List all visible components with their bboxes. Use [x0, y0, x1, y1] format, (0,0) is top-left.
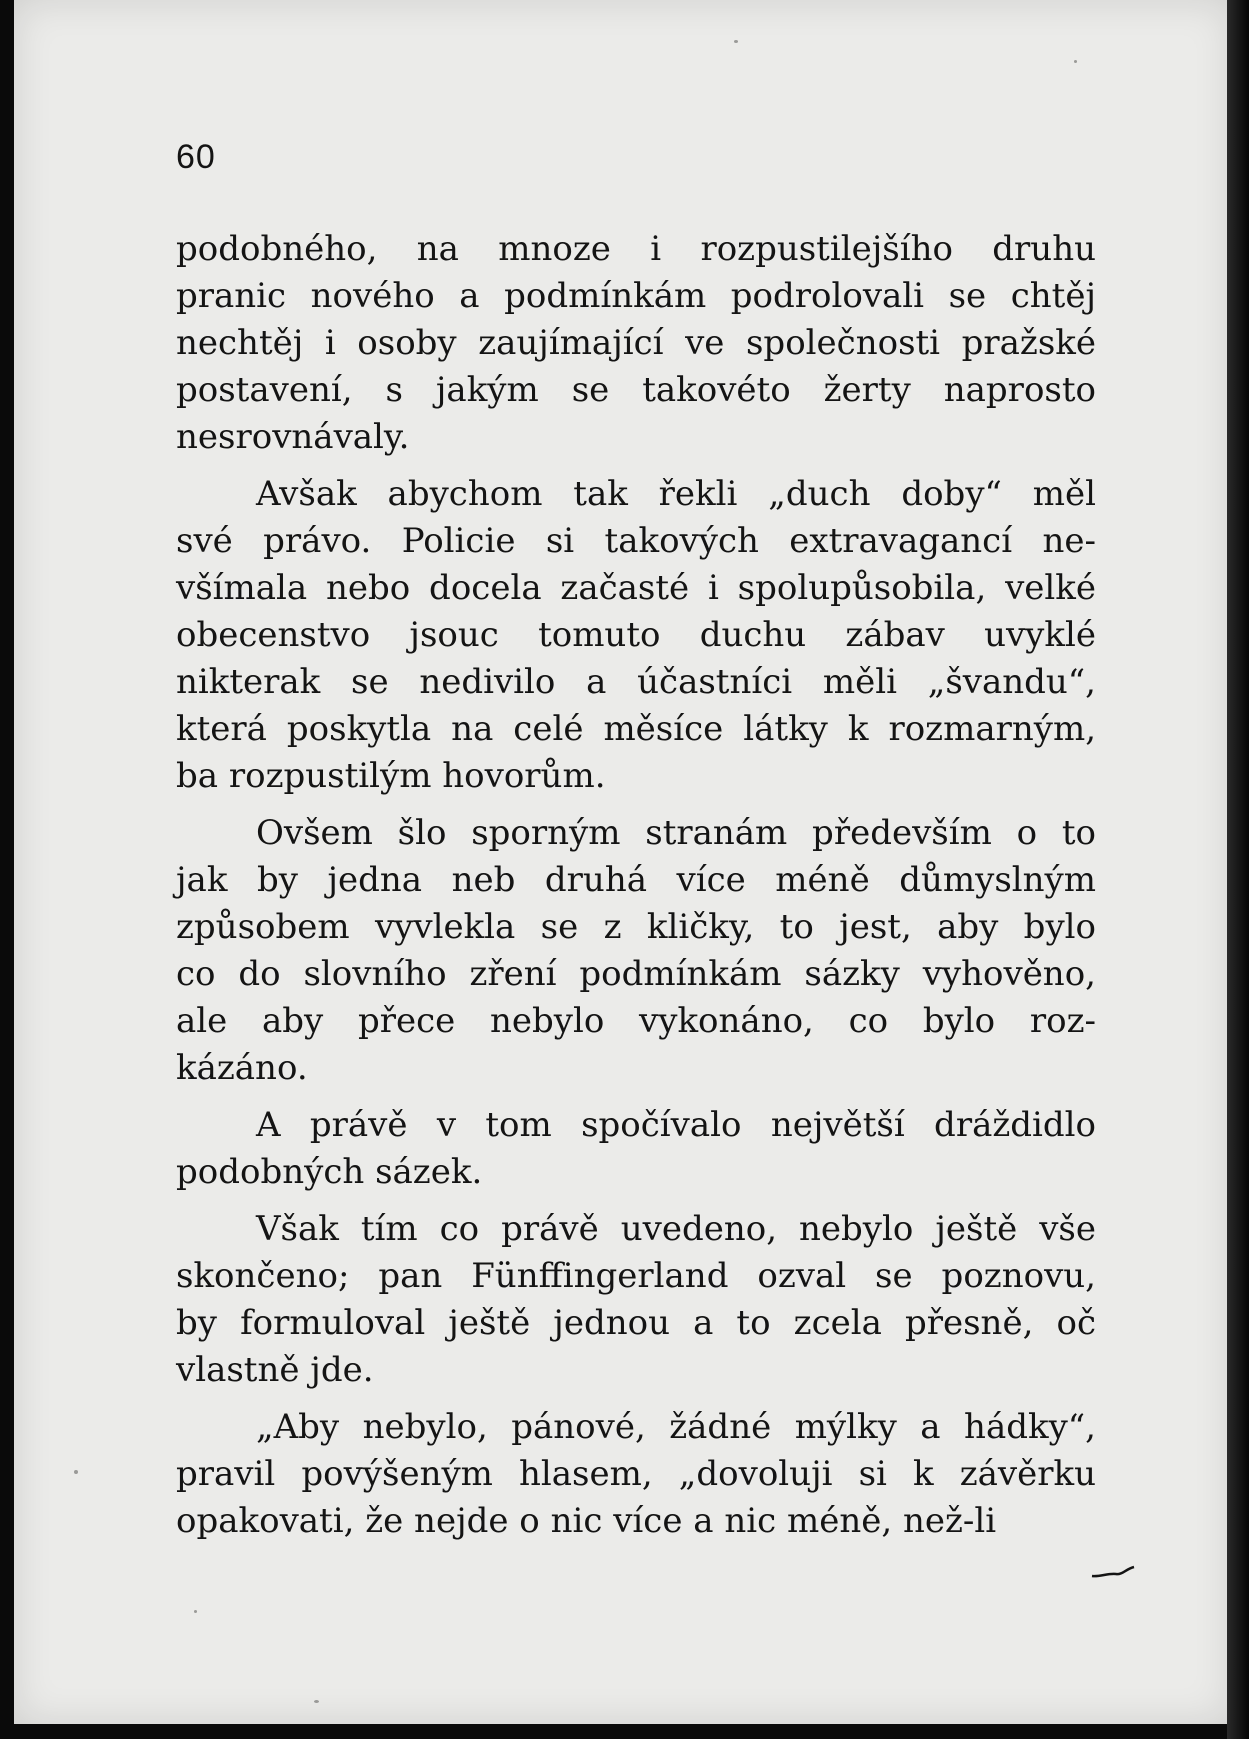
- text-line: jak by jedna neb druhá více méně důmyslným: [176, 860, 1096, 900]
- paragraph: [176, 226, 1096, 461]
- text-line: skončeno; pan Fünffingerland ozval se poznovu,: [176, 1256, 1096, 1296]
- text-line: nesrovnávaly.: [176, 417, 410, 457]
- text-line: své právo. Policie si takových extravagancí ne-: [176, 521, 1096, 561]
- paragraph: [176, 810, 1096, 1092]
- text-line: pravil povýšeným hlasem, „dovoluji si k závěrku: [176, 1454, 1096, 1494]
- text-line: všímala nebo docela začasté i spolupůsobila, velké: [176, 568, 1096, 608]
- body-text: [176, 226, 1096, 1555]
- text-line: by formuloval ještě jednou a to zcela přesně, oč: [176, 1303, 1096, 1343]
- page-edge-shadow: [1227, 0, 1249, 1739]
- text-line: ba rozpustilým hovorům.: [176, 756, 606, 796]
- text-line: kázáno.: [176, 1048, 308, 1088]
- text-line: podobných sázek.: [176, 1152, 483, 1192]
- text-line: která poskytla na celé měsíce látky k rozmarným,: [176, 709, 1096, 749]
- paper-speck: [74, 1470, 78, 1474]
- text-line: Avšak abychom tak řekli „duch doby“ měl: [256, 474, 1096, 514]
- text-line: obecenstvo jsouc tomuto duchu zábav uvyklé: [176, 615, 1096, 655]
- text-line: ale aby přece nebylo vykonáno, co bylo roz-: [176, 1001, 1096, 1041]
- paper-speck: [1074, 60, 1077, 63]
- paragraph: [176, 1206, 1096, 1394]
- text-line: Však tím co právě uvedeno, nebylo ještě vše: [256, 1209, 1096, 1249]
- paragraph: [176, 471, 1096, 800]
- catchword-flourish: [1090, 1565, 1136, 1579]
- paragraph: [176, 1102, 1096, 1196]
- text-line: nechtěj i osoby zaujímající ve společnosti pražské: [176, 323, 1096, 363]
- text-line: podobného, na mnoze i rozpustilejšího druhu: [176, 229, 1096, 269]
- text-line: nikterak se nedivilo a účastníci měli „švandu“,: [176, 662, 1096, 702]
- text-line: pranic nového a podmínkám podrolovali se chtěj: [176, 276, 1096, 316]
- paper-speck: [194, 1610, 197, 1613]
- text-line: A právě v tom spočívalo největší dráždidlo: [256, 1105, 1096, 1145]
- text-line: postavení, s jakým se takovéto žerty naprosto: [176, 370, 1096, 410]
- text-line: co do slovního zření podmínkám sázky vyhověno,: [176, 954, 1096, 994]
- text-line: způsobem vyvlekla se z kličky, to jest, aby bylo: [176, 907, 1096, 947]
- text-line: opakovati, že nejde o nic více a nic méně, než-li: [176, 1501, 997, 1541]
- text-line: „Aby nebylo, pánové, žádné mýlky a hádky“,: [256, 1407, 1096, 1447]
- text-line: Ovšem šlo sporným stranám především o to: [256, 813, 1096, 853]
- paper-speck: [734, 40, 738, 43]
- text-line: vlastně jde.: [176, 1350, 374, 1390]
- paragraph: [176, 1404, 1096, 1545]
- page-number: 60: [176, 138, 216, 176]
- paper-speck: [314, 1700, 319, 1703]
